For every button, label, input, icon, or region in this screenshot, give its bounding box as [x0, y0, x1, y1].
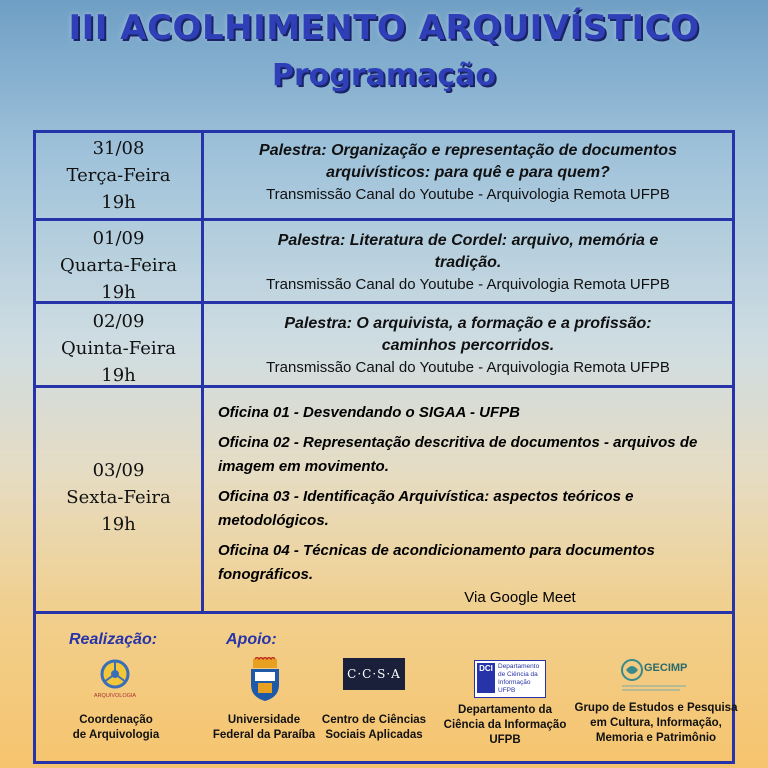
- schedule-date-1: 31/08 Terça-Feira 19h: [66, 138, 171, 213]
- arquivologia-logo: [94, 655, 136, 699]
- schedule-event-3: Palestra: O arquivista, a formação e a profissão: caminhos percorridos. Transmissão Canal do Youtube - Arquivologia Remota UFPB: [266, 315, 670, 376]
- workshop-item: Oficina 01 - Desvendando o SIGAA - UFPB: [218, 404, 520, 421]
- schedule-date-3: 02/09 Quinta-Feira 19h: [61, 311, 176, 386]
- page-subtitle: Programação: [271, 58, 497, 93]
- header: [0, 8, 768, 93]
- coordenacao-arquivologia: Coordenação de Arquivologia: [72, 714, 160, 741]
- schedule-event-1: Palestra: Organização e representação de documentos arquivísticos: para quê e para quem? Transmissão Canal do Youtube - Arquivologia Remota UFPB: [259, 142, 677, 203]
- schedule-event-2: Palestra: Literatura de Cordel: arquivo, memória e tradição. Transmissão Canal do Youtube - Arquivologia Remota UFPB: [266, 232, 670, 293]
- gecimp-logo: GECIMP: [620, 656, 690, 694]
- ccsa-logo: C·C·S·A: [343, 658, 405, 690]
- workshop-item: Oficina 03 - Identificação Arquivística: aspectos teóricos e metodológicos.: [218, 488, 634, 529]
- apoio-label: Apoio:: [226, 631, 277, 648]
- workshop-date: 03/09 Sexta-Feira 19h: [66, 460, 171, 535]
- dci: Departamento da Ciência da Informação UFPB: [443, 704, 567, 746]
- schedule-table: [33, 130, 738, 764]
- ufpb: Universidade Federal da Paraíba: [212, 714, 316, 741]
- page-title: III ACOLHIMENTO ARQUIVÍSTICO: [68, 8, 700, 48]
- workshop-item: Oficina 02 - Representação descritiva de documentos - arquivos de imagem em movimento.: [218, 434, 698, 475]
- gecimp: Grupo de Estudos e Pesquisa em Cultura, Informação, Memoria e Patrimônio: [574, 702, 738, 744]
- workshop-list: [218, 401, 722, 606]
- workshop-item: Oficina 04 - Técnicas de acondicionamento para documentos fonográficos.: [218, 542, 655, 583]
- row-divider: [36, 611, 732, 614]
- row-divider: [36, 218, 732, 221]
- svg-text:ARQUIVOLOGIA: ARQUIVOLOGIA: [94, 693, 136, 699]
- dci-logo: DCI Departamento de Ciência da Informação UFPB: [474, 660, 546, 698]
- schedule-date-2: 01/09 Quarta-Feira 19h: [60, 228, 177, 303]
- ccsa: Centro de Ciências Sociais Aplicadas: [321, 714, 427, 741]
- ufpb-logo: [249, 657, 281, 701]
- workshop-platform: Via Google Meet: [464, 589, 576, 606]
- realizacao-label: Realização:: [69, 631, 158, 648]
